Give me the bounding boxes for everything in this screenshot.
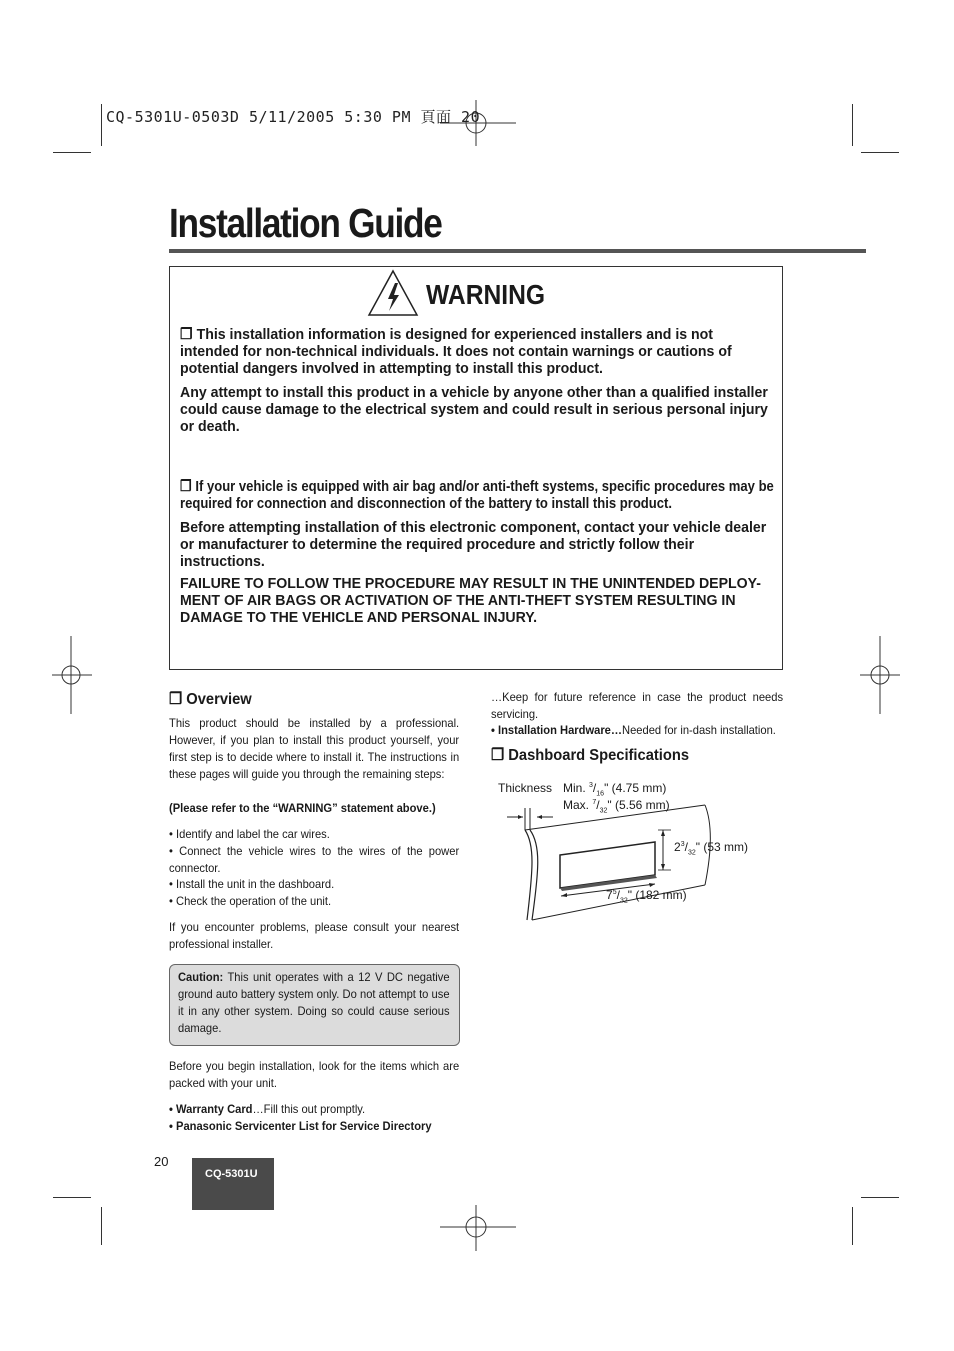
min-label: Min. xyxy=(563,781,586,795)
width-dimension: $7^5/_{32}$" (182 mm) xyxy=(606,888,687,905)
max-label: Max. xyxy=(563,798,590,812)
crop-mark xyxy=(53,1197,91,1198)
thickness-label: Thickness xyxy=(498,781,553,795)
model-label: CQ-5301U xyxy=(205,1168,258,1180)
crop-mark xyxy=(852,1207,853,1245)
thickness-max: Max. $^7/_{32}$" (5.56 mm) xyxy=(563,798,670,815)
thickness-min: Min. $^3/_{16}$" (4.75 mm) xyxy=(563,781,667,798)
print-header: CQ-5301U-0503D 5/11/2005 5:30 PM 頁面 20 xyxy=(106,108,481,126)
crop-mark xyxy=(861,152,899,153)
overview-step: • Install the unit in the dashboard. xyxy=(169,877,335,891)
min-numerator: 3 xyxy=(589,782,593,789)
height-value: " (53 mm) xyxy=(695,840,748,854)
dashboard-spec-heading: ❒ Dashboard Specifications xyxy=(491,747,690,764)
warning-paragraph: ❒ This installation information is designed for experienced installers and is not intended for non-technical individuals. It does not contain warnings or cautions of potential dangers involved in attempting to install this product. xyxy=(180,326,732,377)
registration-mark-left xyxy=(52,636,92,714)
caution-body: This unit operates with a 12 V DC negative ground auto battery system only. Do not attempt to use it in any other system. Doing so could cause serious damage. xyxy=(178,970,450,1035)
registration-mark-right xyxy=(860,636,900,714)
hardware-label: • Installation Hardware… xyxy=(491,723,623,737)
height-dimension: $2^3/_{32}$" (53 mm) xyxy=(674,840,748,857)
hardware-text: Needed for in-dash installation. xyxy=(622,723,776,737)
servicenter-item: • Panasonic Servicenter List for Service Directory xyxy=(169,1119,432,1133)
high-voltage-warning-icon xyxy=(367,269,419,317)
warning-heading: WARNING xyxy=(426,279,546,310)
height-numerator: 3 xyxy=(680,841,685,848)
crop-mark xyxy=(861,1197,899,1198)
packed-items-intro: Before you begin installation, look for the items which are packed with your unit. xyxy=(169,1059,460,1090)
max-numerator: 7 xyxy=(592,799,597,806)
crop-mark xyxy=(101,1207,102,1245)
width-numerator: 5 xyxy=(612,889,617,896)
caution-label: Caution: xyxy=(178,970,224,984)
title-rule xyxy=(169,249,866,253)
height-whole: 2 xyxy=(674,840,681,854)
crop-mark xyxy=(852,104,853,146)
overview-step: • Identify and label the car wires. xyxy=(169,827,330,841)
warning-paragraph: FAILURE TO FOLLOW THE PROCEDURE MAY RESULT IN THE UNINTENDED DEPLOY- MENT OF AIR BAGS OR ACTIVATION OF THE ANTI-THEFT SYSTEM RESULTING IN DAMAGE TO THE VEHICLE AND PERSONAL INJURY. xyxy=(180,575,761,626)
warning-paragraph: Any attempt to install this product in a vehicle by anyone other than a qualified installer could cause damage to the electrical system and could result in serious personal injury or death. xyxy=(180,384,768,435)
crop-mark xyxy=(53,152,91,153)
max-denominator: 32 xyxy=(599,807,608,815)
page-title: Installation Guide xyxy=(169,200,442,246)
overview-step: • Connect the vehicle wires to the wires of the power connector. xyxy=(169,844,460,875)
width-whole: 7 xyxy=(606,888,613,902)
model-tab xyxy=(192,1158,274,1210)
min-value: " (4.75 mm) xyxy=(604,781,667,795)
registration-mark-bottom xyxy=(440,1205,516,1251)
width-denominator: 32 xyxy=(619,897,628,905)
width-value: " (182 mm) xyxy=(627,888,687,902)
height-denominator: 32 xyxy=(687,849,696,857)
warning-paragraph: ❒ If your vehicle is equipped with air bag and/or anti-theft systems, specific procedures may be required for connection and disconnection of the battery to install this product. xyxy=(180,478,774,512)
page-number: 20 xyxy=(154,1154,169,1169)
warranty-text: …Fill this out promptly. xyxy=(252,1102,366,1116)
overview-problems: If you encounter problems, please consult your nearest professional installer. xyxy=(169,920,460,951)
overview-note: (Please refer to the “WARNING” statement above.) xyxy=(169,801,436,815)
overview-intro: This product should be installed by a professional. However, if you plan to install this product yourself, your first step is to decide where to install it. The instructions in these pages will guide you through the remaining steps: xyxy=(169,716,460,781)
keep-note: …Keep for future reference in case the product needs servicing. xyxy=(491,690,784,721)
warning-paragraph: Before attempting installation of this electronic component, contact your vehicle dealer or manufacturer to determine the required procedure and strictly follow their instructions. xyxy=(180,519,767,570)
caution-text xyxy=(178,969,450,1037)
warranty-item xyxy=(169,1101,467,1118)
dashboard-diagram xyxy=(495,800,765,930)
overview-step: • Check the operation of the unit. xyxy=(169,894,332,908)
min-denominator: 16 xyxy=(596,790,605,798)
crop-mark xyxy=(101,104,102,146)
warranty-label: • Warranty Card xyxy=(169,1102,253,1116)
hardware-item xyxy=(491,722,789,739)
max-value: " (5.56 mm) xyxy=(607,798,670,812)
overview-heading: ❒ Overview xyxy=(169,691,252,708)
